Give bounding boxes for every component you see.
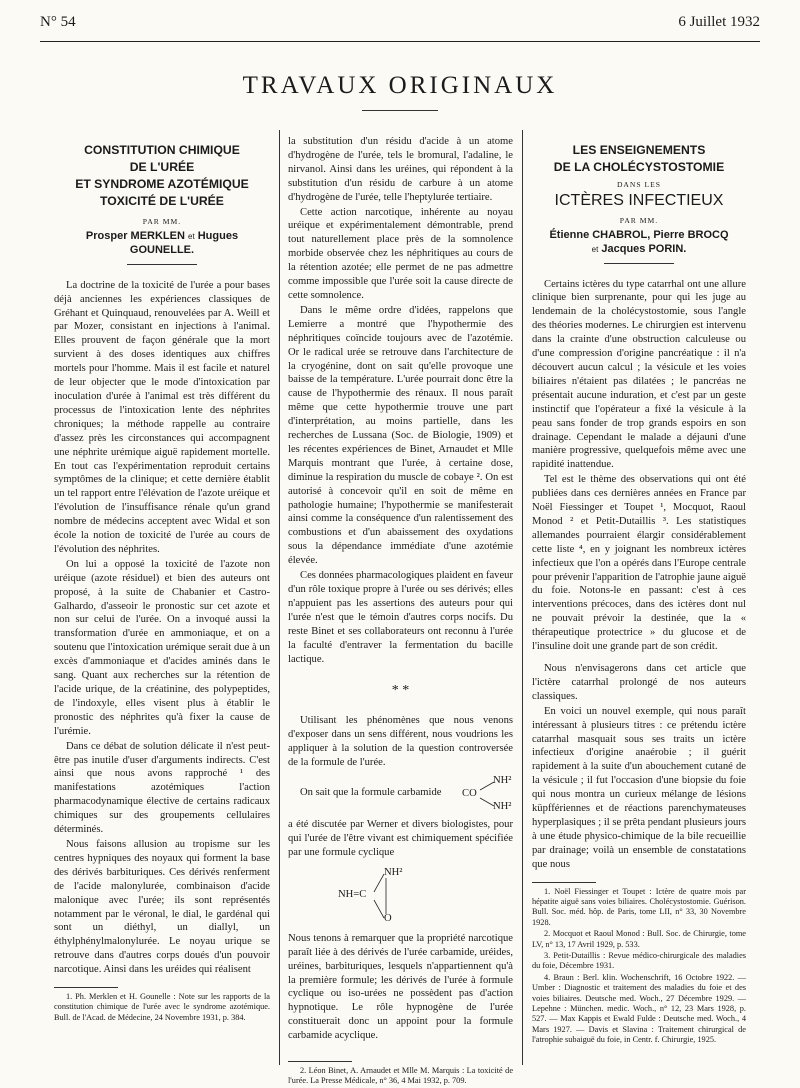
article1-authors: Prosper MERKLEN et Hugues GOUNELLE. <box>85 229 239 256</box>
paragraph: Ces données pharmacologiques plaident en faveur d'un rôle toxique propre à l'urée ou ses dérivés; elles n'appuient pas les assertions des auteurs pour qui l'urée n'est que le témoin d'autres corps nocifs. Du reste Binet et ses collaborateurs ont reconnu à l'urée la faculté d'entraver la fermentation du bacille lactique. <box>288 570 513 665</box>
paragraph: Nous faisons allusion au tropisme sur les centres hypniques des noyaux qui forment la base des dérivés barbituriques. Ces dérivés renferment de l'acide malonylurée, combinaison d'acide malonique avec l'urée; ils sont représentés notamment par le véronal, le dial, le gardénal qui sont un diéthyl, un diallyl, un éthylphénylmalonylurée. Le noyau urique se retrouve dans d'autres corps doués d'un pouvoir narcotique. Ainsi dans les uréides qui réalisent <box>54 838 270 976</box>
paragraph: Dans ce débat de solution délicate il n'est peut-être pas inutile d'user d'arguments indirects. C'est ainsi que nous avons rapproché ¹ des manifestations azotémiques l'action pharmacodynamique élective de certains radicaux chimiques sur des groupements cellulaires déterminés. <box>54 740 270 836</box>
article1-column1 <box>54 128 270 1024</box>
formula-nh2-bottom: NH² <box>493 801 512 813</box>
paragraph: Nous tenons à remarquer que la propriété narcotique paraît liée à des dérivés de l'urée carbamide, uréides, uréines, barbituriques, lesquels n'appartiennent qu'à la première formule; les dérivés de l'urée à formule cyclique ou iso-urées ne possèdent pas d'action hypnotique. Le rôle hypnogène de l'urée constituerait donc un appoint pour la formule carbamide acyclique. <box>288 932 513 1042</box>
column-divider <box>279 130 280 1065</box>
article1-title: CONSTITUTION CHIMIQUE DE L'URÉE ET SYNDROME AZOTÉMIQUE TOXICITÉ DE L'URÉE <box>75 143 249 208</box>
article2-authors: Étienne CHABROL, Pierre BROCQ et Jacques PORIN. <box>549 228 729 255</box>
paragraph: En voici un nouvel exemple, qui nous paraît intéressant à plusieurs titres : ce prétendu ictère catarrhal masquait sous ses traits un ictère infectieux d'origine anaérobie ; il guérit rapidement à la suite d'un abouchement cutané de la vésicule ; il fut l'occasion d'une biopsie du foie qui nous montra un curieux mélange de lésions küpffériennes et de réactions parenchymateuses hyperplasiques ; il se prêta pendant plusieurs jours à une étude physico-chimique de la bile recueillie par drainage; voilà un ensemble de constatations que nous <box>532 705 746 870</box>
footnote: 1. Noël Fiessinger et Toupet : Ictère de quatre mois par hépatite aiguë sans voies biliaires. Cholécystostomie. Guérison. Bull. Soc. méd. hôp. de Paris, tome LII, n° 33, 30 Novembre 1928. <box>532 886 746 927</box>
formula-nh2-top: NH² <box>493 775 512 787</box>
article2-title-main: ICTÈRES INFECTIEUX <box>554 191 724 209</box>
formula-nhc: NH=C <box>338 888 367 900</box>
title-rule <box>362 110 438 111</box>
footnote: 4. Braun : Berl. klin. Wochenschrift, 16 Octobre 1922. — Umber : Diagnostic et traitement des maladies du foie et des voies biliaires. Deutsche med. Woch., 27 Décembre 1929. — Lepehne : München. medic. Woch., n° 12, 23 Mars 1928, p. 527. — Max Kappis et Ewald Fulde : Deutsche med. Woch., 4 Mars 1927. — Davis et Slavina : Traitement chirurgical de l'atrophie subaiguë du foie, in Centr. f. Chirurgie, 1925. <box>532 972 746 1045</box>
formula-o: O <box>384 912 392 924</box>
paragraph: Nous n'envisagerons dans cet article que l'ictère catarrhal prolongé de nos auteurs classiques. <box>532 663 746 702</box>
section-title: TRAVAUX ORIGINAUX <box>242 72 558 99</box>
short-rule <box>604 263 674 264</box>
article2-title: LES ENSEIGNEMENTS DE LA CHOLÉCYSTOSTOMIE <box>553 143 725 174</box>
formula-co: CO <box>462 788 477 800</box>
article1-column2 <box>288 135 513 1088</box>
footnote: 3. Petit-Dutaillis : Revue médico-chirurgicale des maladies du foie, Décembre 1931. <box>532 951 746 971</box>
issue-number: N° 54 <box>40 14 76 30</box>
formula-text: On sait que la formule carbamide <box>300 787 442 799</box>
paragraph: Dans le même ordre d'idées, rappelons que Lemierre a montré que l'hypothermie des néphritiques coïncide toujours avec de l'azotémie. Or le radical urée se retrouve dans l'architecture de la cryogénine, dont on sait qu'elle provoque une baisse de la température. L'urée pourrait donc être la cause de l'hypothermie des rénaux. Il nous paraît même que cette hypothermie trouve une part d'interprétation, au moins partielle, dans les recherches de Lussana (Soc. de Biologie, 1909) et les récentes expériences de Binet, Arnaudet et Mlle Marquis montrant que l'urée, à certaine dose, diminue la respiration du muscle de cobaye ². On est autorisé à concevoir qu'il en soit de même en pathologie humaine; l'hypothermie se manifesterait ainsi comme la conséquence d'un ralentissement des combustions et d'un abaissement des oxydations sous la dépendance immédiate d'une azotémie élevée. <box>288 304 513 567</box>
formula-nh2: NH² <box>384 866 403 878</box>
paragraph: la substitution d'un résidu d'acide à un atome d'hydrogène de l'urée, tels le bromural, l'adaline, le nirvanol. Ainsi dans les uréines, qui répondent à la substitution d'un résidu de carbure à un atome d'hydrogène de l'urée, telle l'heptylurée tertiaire. <box>288 136 513 203</box>
header-rule <box>40 41 760 42</box>
paragraph: On lui a opposé la toxicité de l'azote non uréique (azote résiduel) et bien des auteurs ont proposé, à la suite de Chabanier et Castro-Galhardo, d'asseoir le pronostic sur cet azote et non sur celui de l'urée. On a invoqué aussi la transformation d'urée en ammoniaque, et on a soutenu que l'intoxication urémique serait due à un excès d'ammoniaque et d'acides aminés dans le sang. Quant aux recherches sur la rétention de l'acide urique, de la créatinine, des polypeptides, de l'indoxyle, elles visent plus à établir le pronostic des néphrites qu'à fixer la cause de l'urémie. <box>54 558 270 737</box>
column-divider <box>522 130 523 1065</box>
par-mm: PAR MM. <box>142 217 182 226</box>
paragraph: a été discutée par Werner et divers biologistes, pour qui l'urée de l'être vivant est chimiquement spécifiée par une formule cyclique <box>288 819 513 858</box>
paragraph: Utilisant les phénomènes que nous venons d'exposer dans un sens différent, nous voudrions les appliquer à la solution de la question controversée de la formule de l'urée. <box>288 715 513 769</box>
formula-carbamide <box>288 774 513 814</box>
short-rule <box>127 264 197 265</box>
article2-column <box>532 128 746 1047</box>
asterism: * * <box>391 683 410 699</box>
page-header <box>40 14 760 38</box>
footnote: 1. Ph. Merklen et H. Gounelle : Note sur les rapports de la constitution chimique de l'urée avec le syndrome azotémique. Bull. de l'Acad. de Médecine, 24 Novembre 1931, p. 384. <box>54 992 270 1022</box>
footnote-rule <box>288 1061 352 1062</box>
paragraph: Tel est le thème des observations qui ont été publiées dans ces dernières années en France par Noël Fiessinger et Toupet ¹, Mocquot, Raoul Monod ² et Petit-Dutaillis ³. Les statistiques allemandes pourraient élargir considérablement cette liste ⁴, en y joignant les nombreux ictères infectieux que l'on a opérés dans l'Europe centrale pour prévenir l'apparition de l'atrophie jaune aiguë du foie. Notons-le en passant: c'est à ces interventions précoces, dans des ictères dont nul ne pouvait prévoir la destinée, que la « thérapeutique protectrice » du glucose et de l'insuline doit une grande part de son crédit. <box>532 474 746 653</box>
paragraph: La doctrine de la toxicité de l'urée a pour bases déjà anciennes les expériences classiques de Gréhant et Quinquaud, renouvelées par A. Weill et par Mozer, consistant en injections à l'animal. Elles prouvent de façon générale que la mort survient à des doses identiques aux chiffres mortels pour l'homme. Mais il est facile et naturel de leur objecter que le mode d'intoxication par inoculation d'urée à l'animal est très différent du processus de l'intoxication lente des néphrites chroniques; la méthode rappelle au contraire d'assez près les circonstances qui accompagnent une néphrite urémique aiguë rapidement mortelle. En tout cas l'expérimentation reproduit certains symptômes de la clinique; et cette dernière établit un tel rapport entre l'élévation de l'azote uréique et l'évolution de l'insuffisance rénale qu'un grand nombre de médecins acceptent avec Widal et son école la notion de toxicité de l'urée au cours de l'évolution des néphrites. <box>54 279 270 555</box>
footnote: 2. Mocquot et Raoul Monod : Bull. Soc. de Chirurgie, tome LV, n° 13, 17 Avril 1929, p. 533. <box>532 929 746 949</box>
footnote: 2. Léon Binet, A. Arnaudet et Mlle M. Marquis : La toxicité de l'urée. La Presse Médicale, n° 36, 4 Mai 1932, p. 709. <box>288 1066 513 1086</box>
par-mm: PAR MM. <box>619 215 659 225</box>
dans-les: DANS LES <box>616 180 662 189</box>
footnote-rule <box>532 882 596 883</box>
formula-cyclic <box>288 866 513 926</box>
paragraph: Certains ictères du type catarrhal ont une allure clinique bien surprenante, pour qui les juge au lendemain de la cholécystostomie, sous l'angle des théories modernes. Le chirurgien est intervenu dans la crainte d'une obstruction calculeuse ou d'une compression d'origine pancréatique : il n'a découvert aucun calcul ; la vésicule et les voies biliaires n'étaient pas dilatées ; le pancréas ne présentait aucune induration, et c'est par un geste instinctif que l'opérateur a fixé la vésicule à la peau sans fonder de trop grands espoirs en son drainage. Cependant le malade a déjauni d'une manière progressive, quelquefois même avec une rapidité inattendue. <box>532 278 746 471</box>
footnote-rule <box>54 987 118 988</box>
issue-date: 6 Juillet 1932 <box>678 14 760 30</box>
paragraph: Cette action narcotique, inhérente au noyau uréique et expérimentalement démontrable, prend tout naturellement place près de la somnolence morbide observée chez les néphritiques au cours de la rétention azotée; elle permet de ne pas admettre comme impossible que l'urée soit la cause directe de cette somnolence. <box>288 206 513 301</box>
